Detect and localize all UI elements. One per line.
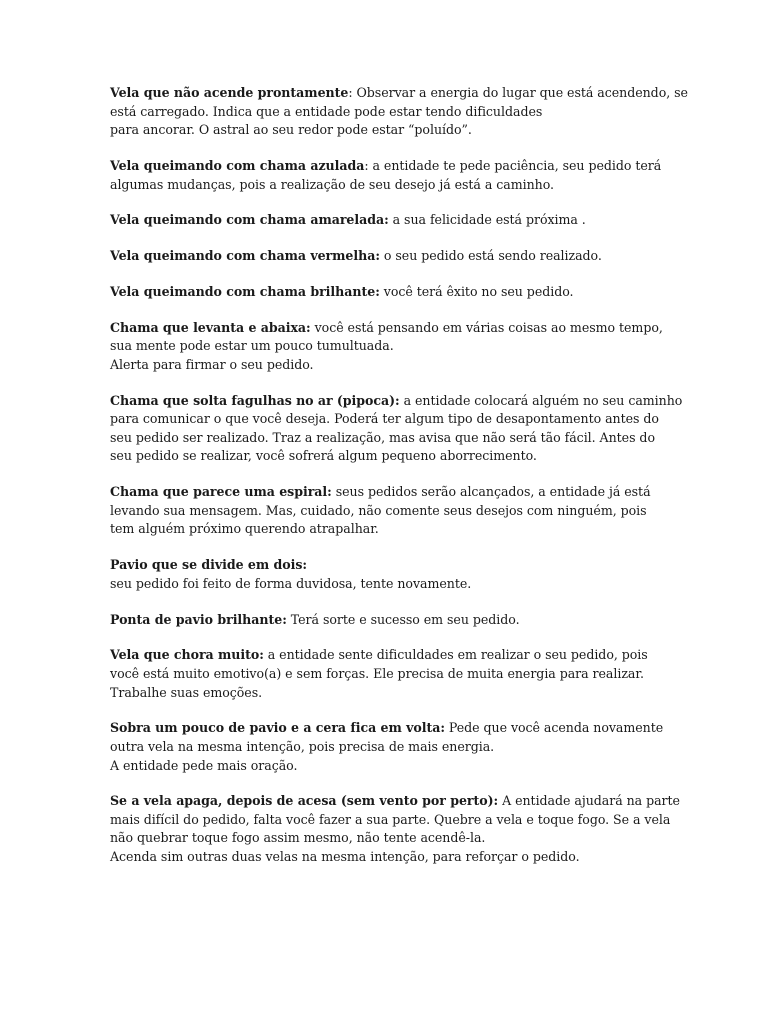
paragraph-ponta-pavio [110,611,670,630]
paragraph-text: a entidade colocará alguém no seu caminho [399,392,683,408]
paragraph-line [110,247,670,266]
paragraph-text: Pede que você acenda novamente [444,720,664,736]
paragraph-sobra-pavio [110,719,670,775]
paragraph-heading: Chama que levanta e abaixa: [110,319,311,335]
document-page [110,84,688,884]
paragraph-heading: Sobra um pouco de pavio e a cera fica em volta: [110,720,445,736]
paragraph-chama-brilhante [110,283,670,302]
paragraph-heading: Vela queimando com chama vermelha: [110,248,380,264]
paragraph-line: Trabalhe suas emoções. [110,684,263,700]
paragraph-line: você está muito emotivo(a) e sem forças. Ele precisa de muita energia para realizar. [110,665,644,681]
paragraph-line [110,211,670,230]
paragraph-levanta-abaixa [110,319,670,375]
paragraph-text: o seu pedido está sendo realizado. [379,248,602,264]
paragraph-text: você está pensando em várias coisas ao mesmo tempo, [310,319,663,335]
paragraph-heading: Chama que parece uma espiral: [110,484,332,500]
paragraph-line: Acenda sim outras duas velas na mesma intenção, para reforçar o pedido. [110,849,580,865]
paragraph-chama-azulada [110,157,670,194]
paragraph-line: seu pedido foi feito de forma duvidosa, tente novamente. [110,575,472,591]
paragraph-pavio-divide [110,556,670,593]
paragraph-line [110,319,670,338]
paragraph-line: mais difícil do pedido, falta você fazer a sua parte. Quebre a vela e toque fogo. Se a vela [110,811,671,827]
paragraph-line: outra vela na mesma intenção, pois precisa de mais energia. [110,738,495,754]
paragraph-line [110,792,680,811]
paragraph-line [110,283,670,302]
paragraph-heading: Se a vela apaga, depois de acesa (sem vento por perto): [110,793,499,809]
paragraph-heading: Ponta de pavio brilhante: [110,611,287,627]
paragraph-text: : a entidade te pede paciência, seu pedido terá [364,157,662,173]
paragraph-line [110,556,670,575]
paragraph-line: Alerta para firmar o seu pedido. [110,356,314,372]
paragraph-heading: Chama que solta fagulhas no ar (pipoca): [110,392,400,408]
paragraph-line [110,157,670,176]
paragraph-vela-nao-acende [110,84,688,140]
paragraph-line: tem alguém próximo querendo atrapalhar. [110,521,379,537]
paragraph-line: levando sua mensagem. Mas, cuidado, não comente seus desejos com ninguém, pois [110,502,647,518]
paragraph-line [110,392,683,411]
paragraph-text: a entidade sente dificuldades em realizar o seu pedido, pois [263,647,648,663]
paragraph-text: : Observar a energia do lugar que está acendendo, se [348,85,688,100]
paragraph-text: A entidade ajudará na parte [498,793,680,809]
paragraph-line: está carregado. Indica que a entidade pode estar tendo dificuldades [110,103,543,119]
paragraph-line: para ancorar. O astral ao seu redor pode estar “poluído”. [110,122,472,138]
paragraph-heading: Vela queimando com chama brilhante: [110,283,380,299]
paragraph-text: Terá sorte e sucesso em seu pedido. [286,611,520,627]
paragraph-heading: Pavio que se divide em dois: [110,557,307,573]
paragraph-line: para comunicar o que você deseja. Poderá ter algum tipo de desapontamento antes do [110,411,659,427]
paragraph-line [110,483,670,502]
paragraph-vela-apaga [110,792,680,866]
paragraph-fagulhas [110,392,683,466]
paragraph-line: algumas mudanças, pois a realização de seu desejo já está a caminho. [110,176,554,192]
paragraph-line [110,84,688,103]
paragraph-text: você terá êxito no seu pedido. [379,283,574,299]
paragraph-text: seus pedidos serão alcançados, a entidade já está [331,484,651,500]
paragraph-heading: Vela queimando com chama azulada [110,157,365,173]
paragraph-line [110,646,670,665]
paragraph-line: seu pedido ser realizado. Traz a realização, mas avisa que não será tão fácil. Antes do [110,429,655,445]
paragraph-heading: Vela que chora muito: [110,647,264,663]
paragraph-vela-chora [110,646,670,702]
paragraph-line: seu pedido se realizar, você sofrerá algum pequeno aborrecimento. [110,448,537,464]
paragraph-heading: Vela queimando com chama amarelada: [110,212,389,228]
paragraph-line [110,719,670,738]
paragraph-line: sua mente pode estar um pouco tumultuada. [110,338,394,354]
paragraph-chama-amarelada [110,211,670,230]
paragraph-line: não quebrar toque fogo assim mesmo, não tente acendê-la. [110,830,486,846]
paragraph-line [110,611,670,630]
paragraph-heading: Vela que não acende prontamente [110,85,349,100]
paragraph-espiral [110,483,670,539]
paragraph-chama-vermelha [110,247,670,266]
paragraph-text: a sua felicidade está próxima . [388,212,586,228]
paragraph-line: A entidade pede mais oração. [110,757,298,773]
